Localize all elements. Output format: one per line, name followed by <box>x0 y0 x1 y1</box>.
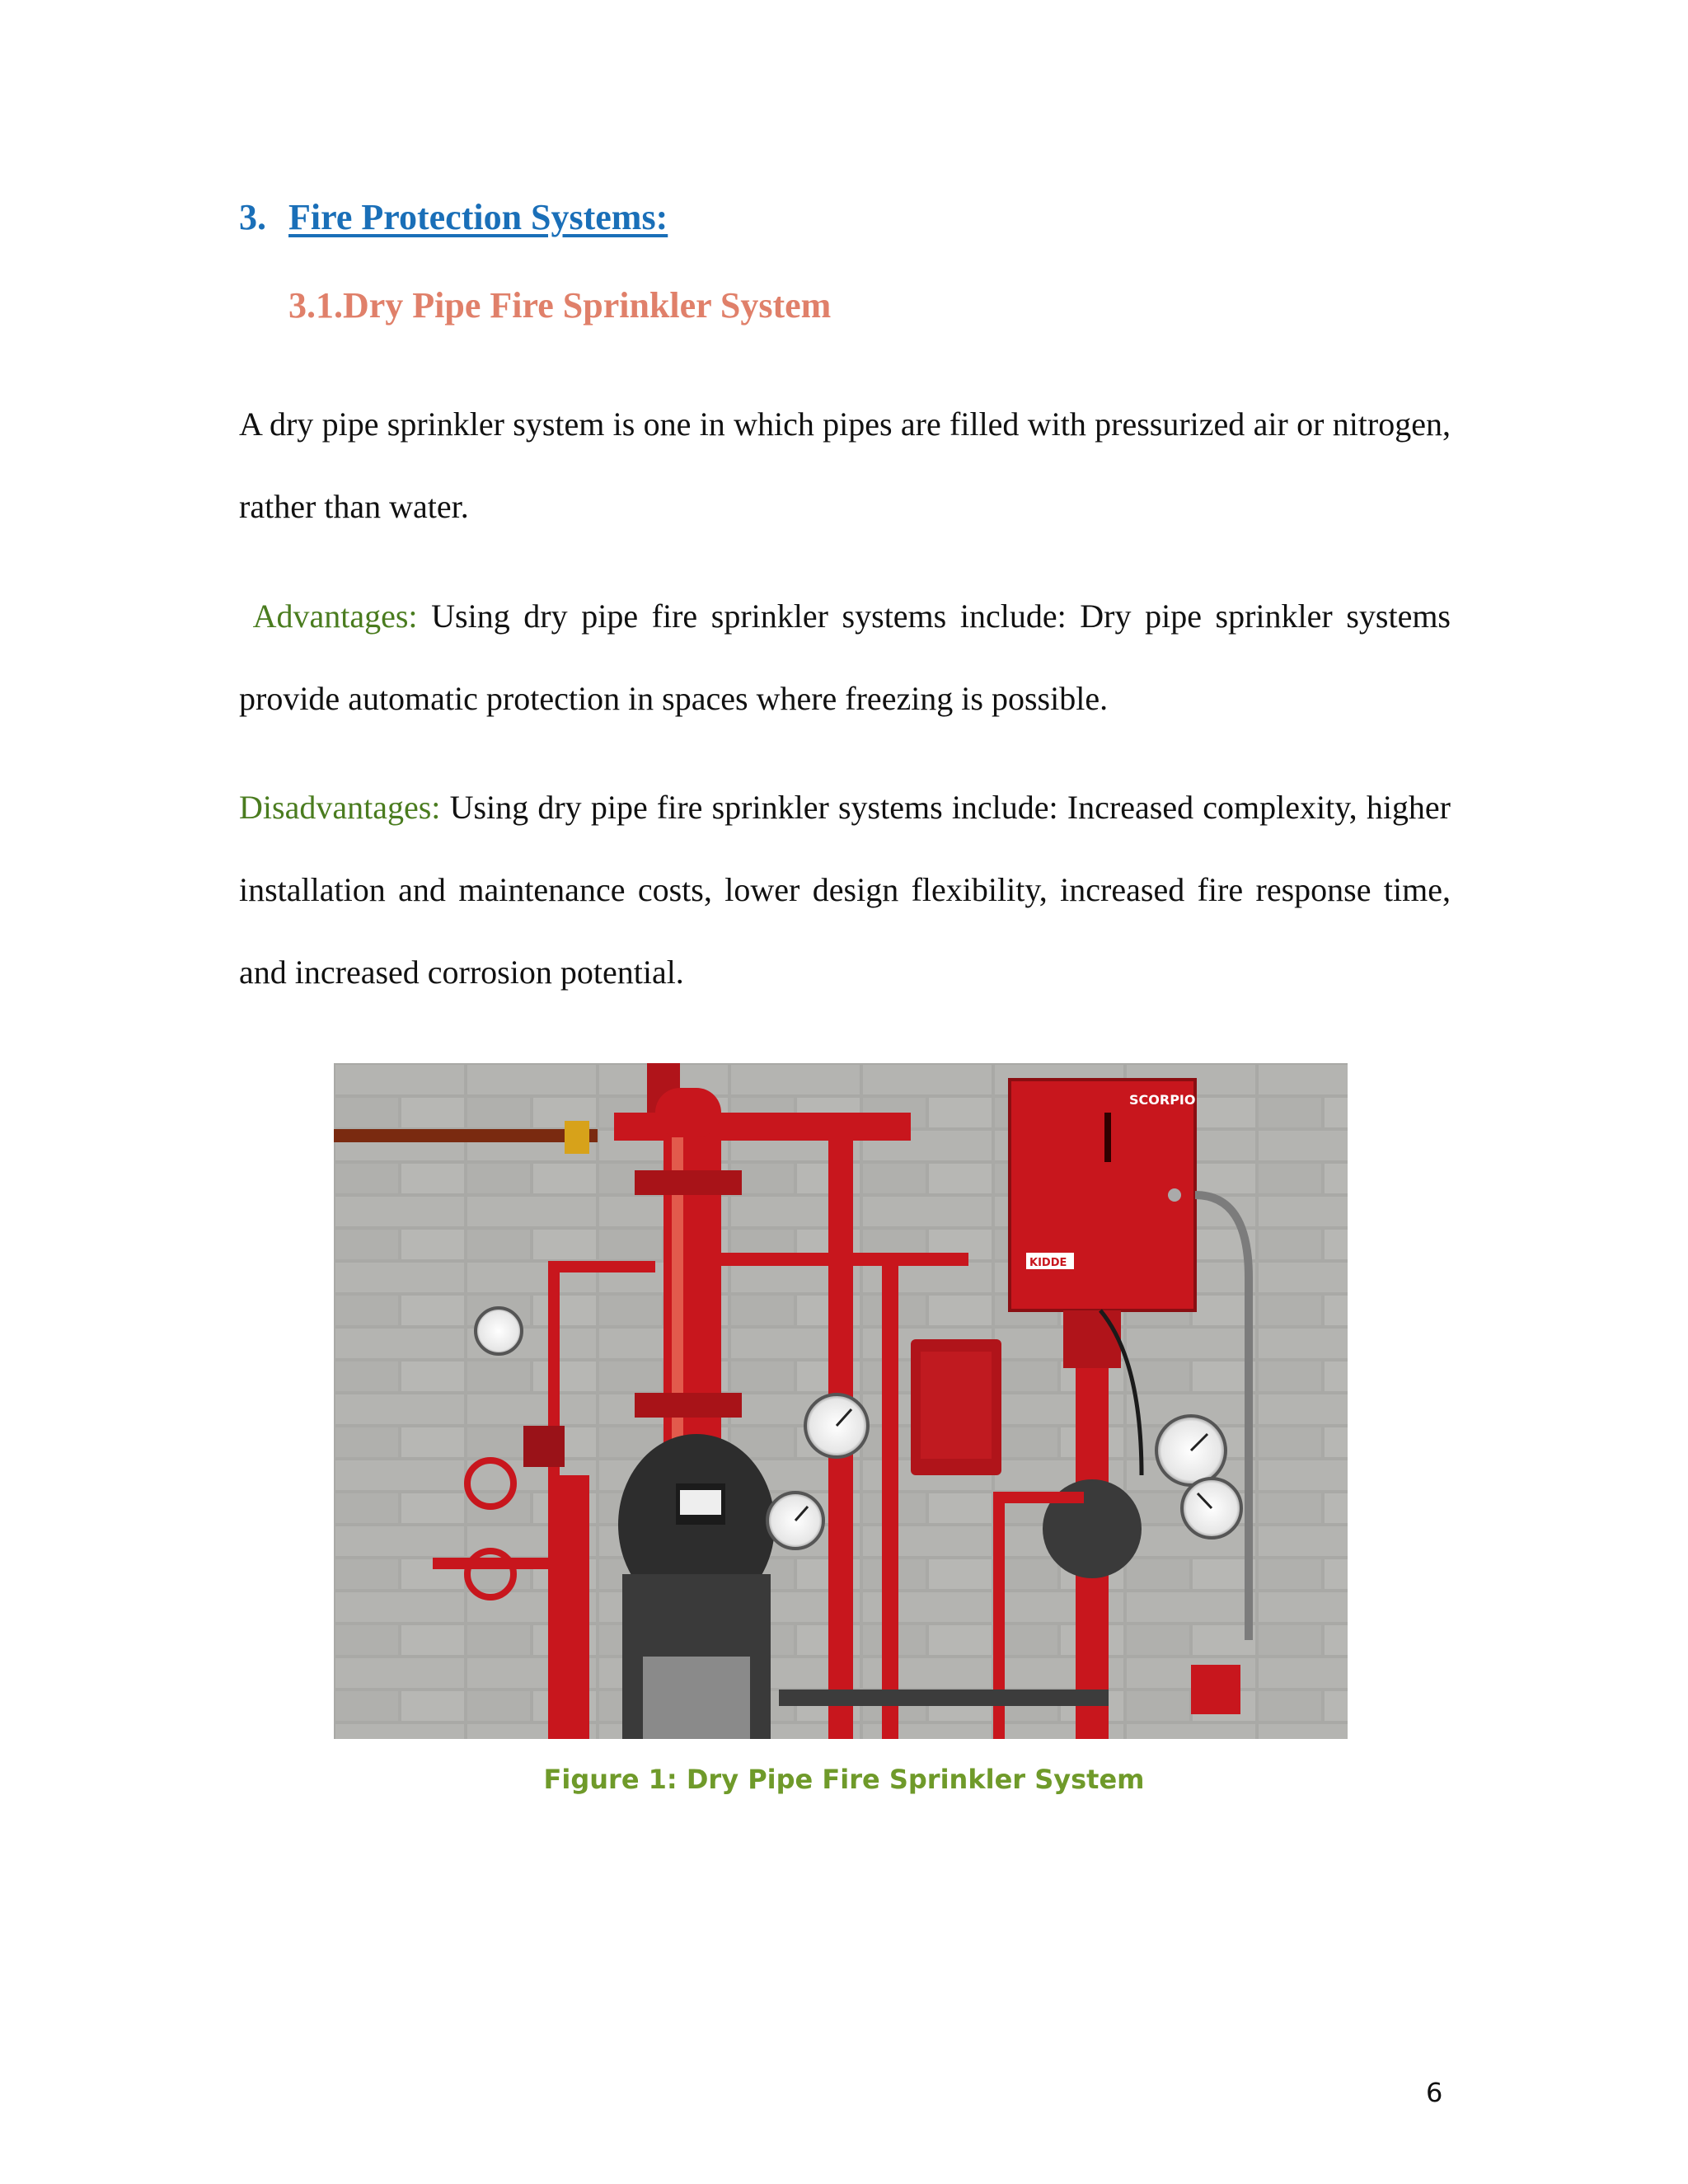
panel-brand-label: SCORPIO <box>1129 1092 1196 1108</box>
section-number: 3. <box>239 197 266 237</box>
advantages-paragraph <box>239 575 1451 740</box>
disadvantages-paragraph <box>239 766 1451 1014</box>
disadvantages-text: Using dry pipe fire sprinkler systems include: Increased complexity, higher installation and maintenance costs, lower design flexibility, increased fire response time, and increased corrosion potential. <box>239 789 1451 991</box>
panel-maker-label: KIDDE <box>1029 1257 1067 1269</box>
disadvantages-label: Disadvantages: <box>239 789 441 826</box>
section-heading <box>239 196 668 238</box>
page-number: 6 <box>1426 2077 1443 2108</box>
sprinkler-system-photo <box>334 1063 1348 1739</box>
advantages-text: Using dry pipe fire sprinkler systems include: Dry pipe sprinkler systems provide automatic protection in spaces where freezing is possible. <box>239 598 1451 717</box>
section-title: Fire Protection Systems: <box>288 197 668 237</box>
subsection-heading: 3.1.Dry Pipe Fire Sprinkler System <box>288 285 832 326</box>
intro-paragraph: A dry pipe sprinkler system is one in which pipes are filled with pressurized air or nitrogen, rather than water. <box>239 405 1451 525</box>
advantages-label: Advantages: <box>252 598 418 635</box>
figure-caption: Figure 1: Dry Pipe Fire Sprinkler System <box>543 1764 1145 1795</box>
